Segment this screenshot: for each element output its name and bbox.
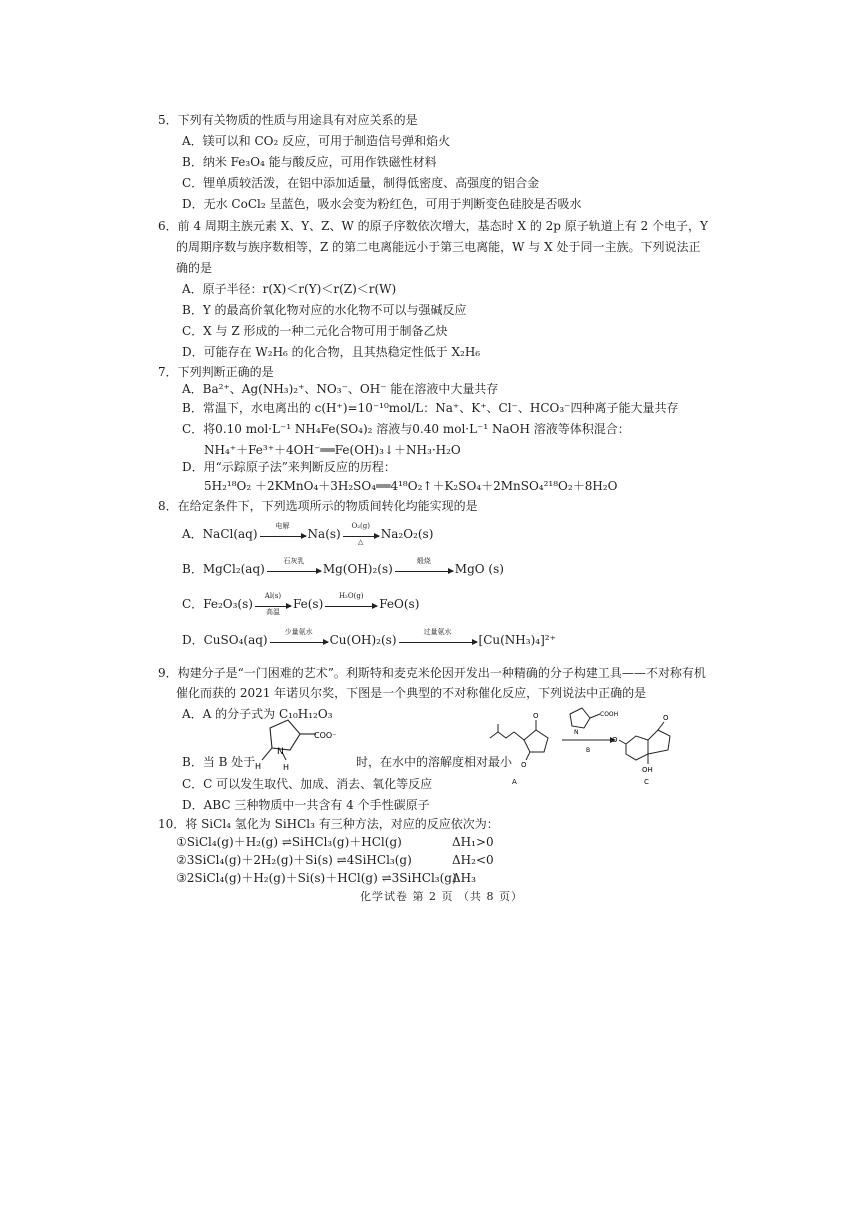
q8-c-product: FeO(s) xyxy=(379,597,420,611)
q8-d-arrow-1 xyxy=(270,628,328,643)
q8-a-product: Na₂O₂(s) xyxy=(380,527,434,541)
q9-option-b: B．当 B 处于 xyxy=(182,755,256,769)
q9-option-c: C．C 可以发生取代、加成、消去、氧化等反应 xyxy=(182,777,433,791)
q8-d-reactant: CuSO₄(aq) xyxy=(203,633,268,647)
q6-stem-3: 确的是 xyxy=(176,261,213,275)
q8-c-cond-1-bottom: 高温 xyxy=(265,608,280,616)
q6-option-b: B．Y 的最高价氧化物对应的水化物不可以与强碱反应 xyxy=(182,303,467,317)
q6-option-d: D．可能存在 W₂H₆ 的化合物，且其热稳定性低于 X₂H₆ xyxy=(182,345,481,359)
catalyst-cooh: COOH xyxy=(600,711,619,718)
q8-d-cond-1: 少量氨水 xyxy=(284,628,313,636)
q8-c-cond-1-top: Al(s) xyxy=(264,592,282,600)
q9-stem-2: 催化而获的 2021 年诺贝尔奖，下图是一个典型的不对称催化反应，下列说法中正确的是 xyxy=(176,686,647,700)
proline-n-label: N xyxy=(277,747,284,757)
molecule-c-oh: OH xyxy=(642,766,653,774)
q8-b-cond-2: 煅烧 xyxy=(416,557,431,565)
molecule-c-o-left: O xyxy=(612,736,618,744)
molecule-a-o-bottom: O xyxy=(521,761,527,769)
q7-option-a: A．Ba²⁺、Ag(NH₃)₂⁺、NO₃⁻、OH⁻ 能在溶液中大量共存 xyxy=(182,382,499,396)
catalyst-n: N xyxy=(574,729,579,736)
arrow-label-b: B xyxy=(586,747,591,754)
q8-d-product: [Cu(NH₃)₄]²⁺ xyxy=(478,633,556,647)
molecule-c-o-top: O xyxy=(663,714,669,722)
page-footer: 化学试卷 第 2 页 （共 8 页） xyxy=(360,890,523,903)
proline-h-left: H xyxy=(255,762,262,771)
q8-a-cond-2-bottom: △ xyxy=(358,538,364,546)
q8-b-product: MgO (s) xyxy=(454,562,504,576)
q10-reaction-3: ③2SiCl₄(g)＋H₂(g)＋Si(s)＋HCl(g) ⇌3SiHCl₃(g) xyxy=(176,871,457,885)
q8-c-cond-2: H₂O(g) xyxy=(338,592,364,600)
q9-option-d: D．ABC 三种物质中一共含有 4 个手性碳原子 xyxy=(182,798,430,812)
q10-reaction-2: ②3SiCl₄(g)＋2H₂(g)＋Si(s) ⇌4SiHCl₃(g) xyxy=(176,853,412,867)
q7-option-d: D．用“示踪原子法”来判断反应的历程： xyxy=(182,460,396,474)
q10-dh-2: ΔH₂<0 xyxy=(452,853,494,867)
q8-option-c xyxy=(182,592,420,616)
q8-d-intermediate: Cu(OH)₂(s) xyxy=(329,633,397,647)
q8-d-cond-2: 过量氨水 xyxy=(423,628,452,636)
q9-option-a: A．A 的分子式为 C₁₀H₁₂O₃ xyxy=(182,707,333,721)
q8-c-reactant: Fe₂O₃(s) xyxy=(203,597,253,611)
q8-b-arrow-1 xyxy=(267,557,321,572)
q8-option-d xyxy=(182,628,556,648)
q8-d-label: D． xyxy=(182,633,204,647)
q8-a-arrow-1 xyxy=(260,522,306,537)
q8-b-cond-1: 石灰乳 xyxy=(283,557,305,565)
q8-c-arrow-1 xyxy=(255,592,291,616)
q5-option-a: A．镁可以和 CO₂ 反应，可用于制造信号弹和焰火 xyxy=(182,134,451,148)
q5-stem: 5．下列有关物质的性质与用途具有对应关系的是 xyxy=(158,113,418,127)
q8-b-intermediate: Mg(OH)₂(s) xyxy=(322,562,393,576)
q9-stem-1: 9．构建分子是“一门困难的艺术”。利斯特和麦克米伦因开发出一种精确的分子构建工具——不对称有机 xyxy=(158,666,706,680)
q5-option-b: B．纳米 Fe₃O₄ 能与酸反应，可用作铁磁性材料 xyxy=(182,155,437,169)
q8-a-cond-1: 电解 xyxy=(275,522,290,530)
q10-stem: 10．将 SiCl₄ 氢化为 SiHCl₃ 有三种方法，对应的反应依次为： xyxy=(158,817,499,831)
q8-option-b xyxy=(182,557,504,577)
proline-zwitterion-structure xyxy=(252,714,342,774)
q8-b-reactant: MgCl₂(aq) xyxy=(202,562,265,576)
proline-coo-label: COO⁻ xyxy=(314,731,337,740)
q8-d-arrow-2 xyxy=(399,628,477,643)
q10-dh-3: ΔH₃ xyxy=(452,871,476,885)
q6-stem-1: 6．前 4 周期主族元素 X、Y、Z、W 的原子序数依次增大，基态时 X 的 2p 原子轨道上有 2 个电子，Y xyxy=(158,219,708,233)
molecule-a-o-top: O xyxy=(533,712,539,720)
q7-option-c: C．将0.10 mol·L⁻¹ NH₄Fe(SO₄)₂ 溶液与0.40 mol·L⁻¹ NaOH 溶液等体积混合： xyxy=(182,422,630,436)
q8-a-cond-2-top: O₂(g) xyxy=(351,522,370,530)
molecule-a-label: A xyxy=(512,778,517,786)
asymmetric-catalysis-scheme xyxy=(486,700,686,790)
q6-stem-2: 的周期序数与族序数相等，Z 的第二电离能远小于第三电离能，W 与 X 处于同一主族。下列说法正 xyxy=(176,240,701,254)
q5-option-d: D．无水 CoCl₂ 呈蓝色，吸水会变为粉红色，可用于判断变色硅胶是否吸水 xyxy=(182,197,582,211)
q8-a-intermediate: Na(s) xyxy=(307,527,341,541)
q8-c-intermediate: Fe(s) xyxy=(292,597,324,611)
q8-a-label: A． xyxy=(182,527,203,541)
proline-h-right: H xyxy=(283,763,290,772)
q8-option-a xyxy=(182,522,434,546)
q8-stem: 8．在给定条件下，下列选项所示的物质间转化均能实现的是 xyxy=(158,499,478,513)
q8-b-label: B． xyxy=(182,562,203,576)
q8-c-arrow-2 xyxy=(325,592,377,607)
q10-dh-1: ΔH₁>0 xyxy=(452,835,494,849)
q7-option-d-equation: 5H₂¹⁸O₂ ＋2KMnO₄＋3H₂SO₄══4¹⁸O₂↑＋K₂SO₄＋2MnSO₄²¹⁸O₂＋8H₂O xyxy=(204,479,618,493)
q8-c-label: C． xyxy=(182,597,204,611)
q8-b-arrow-2 xyxy=(395,557,453,572)
q7-option-b: B．常温下，水电离出的 c(H⁺)=10⁻¹⁰mol/L：Na⁺、K⁺、Cl⁻、HCO₃⁻四种离子能大量共存 xyxy=(182,401,679,415)
q8-a-arrow-2 xyxy=(343,522,379,546)
q9-option-b-tail: 时，在水中的溶解度相对最小 xyxy=(356,755,513,769)
q7-stem: 7．下列判断正确的是 xyxy=(158,365,274,379)
q8-a-reactant: NaCl(aq) xyxy=(202,527,258,541)
q6-option-a: A．原子半径：r(X)＜r(Y)＜r(Z)＜r(W) xyxy=(182,282,397,296)
q10-reaction-1: ①SiCl₄(g)＋H₂(g) ⇌SiHCl₃(g)＋HCl(g) xyxy=(176,835,402,849)
q7-option-c-equation: NH₄⁺＋Fe³⁺＋4OH⁻══Fe(OH)₃↓＋NH₃·H₂O xyxy=(204,443,461,457)
molecule-c-label: C xyxy=(644,778,649,786)
q6-option-c: C．X 与 Z 形成的一种二元化合物可用于制备乙炔 xyxy=(182,324,448,338)
q5-option-c: C．锂单质较活泼，在铝中添加适量，制得低密度、高强度的铝合金 xyxy=(182,176,540,190)
